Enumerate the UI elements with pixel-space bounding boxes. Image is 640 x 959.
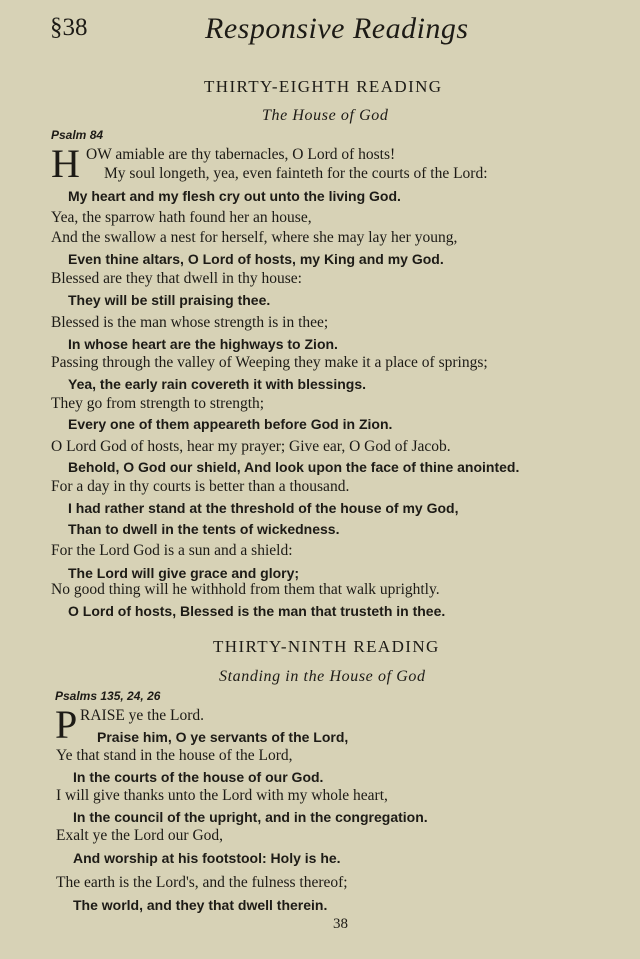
- response-line: Even thine altars, O Lord of hosts, my King and my God.: [68, 251, 444, 267]
- response-line: Every one of them appeareth before God in Zion.: [68, 416, 393, 432]
- reading-line: Ye that stand in the house of the Lord,: [56, 747, 293, 764]
- response-line: In the council of the upright, and in the congregation.: [73, 809, 428, 825]
- reading-line: They go from strength to strength;: [51, 395, 265, 412]
- reading-line: Exalt ye the Lord our God,: [56, 827, 224, 844]
- response-line: And worship at his footstool: Holy is he.: [73, 850, 341, 866]
- reading-line: O Lord God of hosts, hear my prayer; Give ear, O God of Jacob.: [51, 438, 451, 455]
- reading-line: OW amiable are thy tabernacles, O Lord of hosts!: [86, 146, 396, 163]
- reading-title: THIRTY-EIGHTH READING: [204, 77, 443, 96]
- response-line: O Lord of hosts, Blessed is the man that trusteth in thee.: [68, 603, 446, 619]
- page-number: 38: [333, 916, 348, 932]
- response-line: Than to dwell in the tents of wickedness.: [68, 521, 340, 537]
- drop-cap: P: [55, 702, 78, 747]
- response-line: Praise him, O ye servants of the Lord,: [97, 729, 349, 745]
- response-line: Yea, the early rain covereth it with blessings.: [68, 376, 366, 392]
- reading-title: THIRTY-NINTH READING: [213, 637, 440, 656]
- reading-line: Blessed are they that dwell in thy house:: [51, 270, 302, 287]
- reading-line: The earth is the Lord's, and the fulness thereof;: [56, 874, 348, 891]
- reading-line: My soul longeth, yea, even fainteth for the courts of the Lord:: [104, 165, 488, 182]
- response-line: Behold, O God our shield, And look upon the face of thine anointed.: [68, 459, 520, 475]
- reading-subtitle: Standing in the House of God: [219, 668, 426, 685]
- section-number: §38: [50, 14, 88, 41]
- reading-line: RAISE ye the Lord.: [80, 707, 204, 724]
- response-line: In whose heart are the highways to Zion.: [68, 336, 338, 352]
- reading-line: Passing through the valley of Weeping they make it a place of springs;: [51, 354, 488, 371]
- reading-line: For a day in thy courts is better than a thousand.: [51, 478, 350, 495]
- reading-line: For the Lord God is a sun and a shield:: [51, 542, 293, 559]
- running-title: Responsive Readings: [205, 12, 469, 45]
- response-line: They will be still praising thee.: [68, 292, 271, 308]
- response-line: In the courts of the house of our God.: [73, 769, 324, 785]
- reading-line: I will give thanks unto the Lord with my whole heart,: [56, 787, 388, 804]
- response-line: The Lord will give grace and glory;: [68, 565, 300, 581]
- scripture-source: Psalms 135, 24, 26: [55, 689, 161, 703]
- response-line: The world, and they that dwell therein.: [73, 897, 328, 913]
- response-line: I had rather stand at the threshold of the house of my God,: [68, 500, 459, 516]
- reading-line: Yea, the sparrow hath found her an house,: [51, 209, 312, 226]
- drop-cap: H: [51, 141, 80, 186]
- reading-subtitle: The House of God: [262, 107, 389, 124]
- reading-line: And the swallow a nest for herself, where she may lay her young,: [51, 229, 458, 246]
- response-line: My heart and my flesh cry out unto the living God.: [68, 188, 401, 204]
- reading-line: Blessed is the man whose strength is in thee;: [51, 314, 329, 331]
- reading-line: No good thing will he withhold from them that walk uprightly.: [51, 581, 440, 598]
- scripture-source: Psalm 84: [51, 128, 104, 142]
